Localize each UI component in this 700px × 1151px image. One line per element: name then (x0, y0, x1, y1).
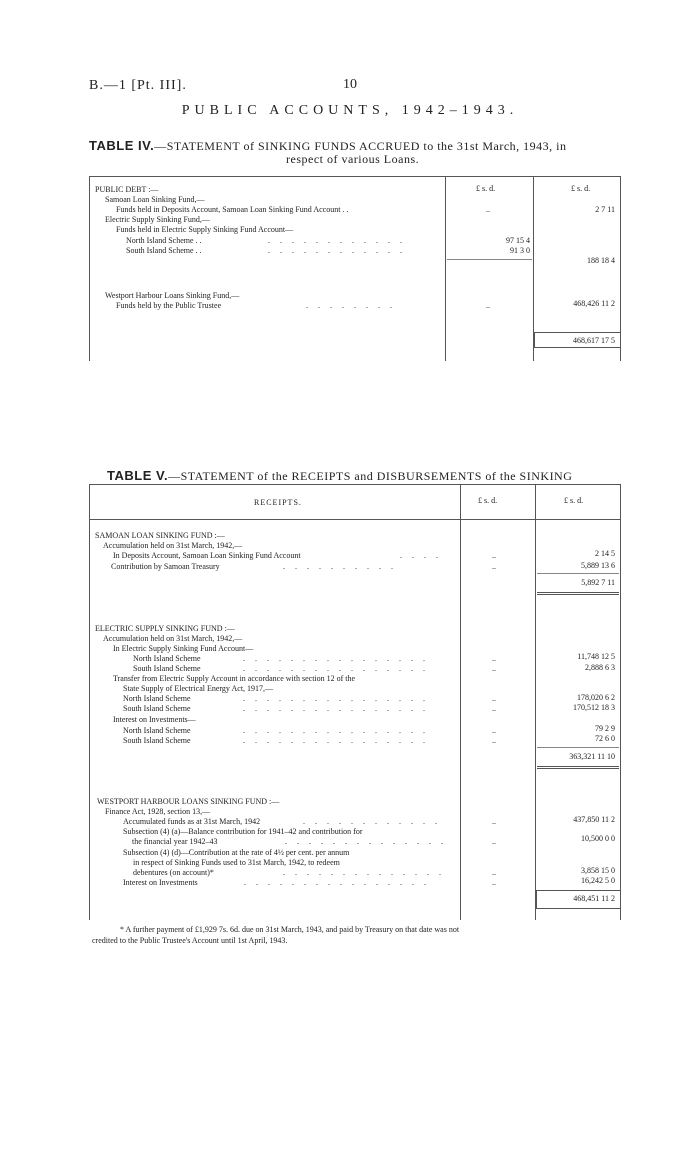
electric-transfer1: Transfer from Electric Supply Account in accordance with section 12 of the (113, 674, 356, 683)
table4-samoan-c2: 2 7 11 (595, 205, 615, 214)
samoan-contribution: Contribution by Samoan Treasury (111, 562, 220, 571)
table5-head-rule (89, 519, 621, 520)
electric-south2-c1: .. (492, 704, 496, 713)
electric-heading: ELECTRIC SUPPLY SINKING FUND :— (95, 624, 235, 633)
westport-sub4d-c1: .. (492, 868, 496, 877)
table4-south-c1: 91 3 0 (510, 246, 530, 255)
electric-north3-c2: 79 2 9 (595, 724, 615, 733)
electric-south3-c2: 72 6 0 (595, 734, 615, 743)
westport-sub4a-c2: 10,500 0 0 (581, 834, 615, 843)
electric-north3: North Island Scheme (123, 726, 191, 735)
electric-north1-c1: .. (492, 654, 496, 663)
table4-sum-rule (447, 259, 532, 260)
electric-in-fund: In Electric Supply Sinking Fund Account— (113, 644, 254, 653)
electric-interest: Interest on Investments— (113, 715, 196, 724)
table5-title (107, 468, 572, 484)
electric-south1-c2: 2,888 6 3 (585, 663, 615, 672)
table4-westport-c1: .. (486, 301, 490, 310)
page-title: PUBLIC ACCOUNTS, 1942–1943. (181, 103, 519, 118)
electric-north3-leader: . . . . . . . . . . . . . . . . (243, 726, 429, 735)
electric-accum: Accumulation held on 31st March, 1942,— (103, 634, 243, 643)
westport-interest-leader: . . . . . . . . . . . . . . . . (244, 878, 430, 887)
electric-north1-c2: 11,748 12 5 (577, 652, 615, 661)
samoan-total: 5,892 7 11 (581, 578, 615, 587)
samoan-deposits-c2: 2 14 5 (595, 549, 615, 558)
samoan-sum-rule (537, 573, 619, 574)
table4-samoan: Samoan Loan Sinking Fund,— (105, 195, 205, 204)
electric-north2-c1: .. (492, 694, 496, 703)
samoan-accum: Accumulation held on 31st March, 1942,— (103, 541, 243, 550)
westport-interest: Interest on Investments (123, 878, 198, 887)
table5-receipts-head: RECEIPTS. (254, 498, 302, 507)
table5-top-rule (89, 484, 621, 485)
table4-title-line2: respect of various Loans. (286, 152, 420, 166)
table4-col1-rule (445, 176, 446, 361)
samoan-deposits: In Deposits Account, Samoan Loan Sinking Fund Account (113, 551, 301, 560)
table5-col1-head: £ s. d. (478, 496, 498, 505)
westport-heading: WESTPORT HARBOUR LOANS SINKING FUND :— (97, 797, 280, 806)
westport-sub4a-line2: the financial year 1942–43 (132, 837, 218, 846)
westport-sub4d-c2: 3,858 15 0 (581, 866, 615, 875)
table4-south-leader: . . . . . . . . . . . . (268, 246, 406, 255)
table4-samoan-funds: Funds held in Deposits Account, Samoan Loan Sinking Fund Account . . (116, 205, 349, 214)
table4-electric: Electric Supply Sinking Fund,— (105, 215, 210, 224)
samoan-heading: SAMOAN LOAN SINKING FUND :— (95, 531, 225, 540)
electric-north2-leader: . . . . . . . . . . . . . . . . (243, 694, 429, 703)
table4-top-rule (89, 176, 621, 177)
table4-north-c1: 97 15 4 (506, 236, 530, 245)
footnote-line2: credited to the Public Trustee's Account until 1st April, 1943. (92, 936, 288, 945)
table5-col2-rule (535, 484, 536, 920)
table5-right-rule (620, 484, 621, 920)
samoan-contribution-c1: .. (492, 562, 496, 571)
westport-sub4a-leader: . . . . . . . . . . . . . . (285, 837, 447, 846)
electric-south2-c2: 170,512 18 3 (573, 703, 615, 712)
electric-north2: North Island Scheme (123, 694, 191, 703)
electric-south3: South Island Scheme (123, 736, 191, 745)
electric-north1-leader: . . . . . . . . . . . . . . . . (243, 654, 429, 663)
table4-westport-c2: 468,426 11 2 (573, 299, 615, 308)
table5-label: TABLE V. (107, 468, 169, 483)
samoan-contribution-leader: . . . . . . . . . . (283, 562, 397, 571)
westport-accumulated-c2: 437,850 11 2 (573, 815, 615, 824)
table5-title-text: —STATEMENT of the RECEIPTS and DISBURSEMENTS of the SINKING (168, 469, 573, 483)
samoan-deposits-c1: .. (492, 551, 496, 560)
electric-transfer2: State Supply of Electrical Energy Act, 1917,— (123, 684, 274, 693)
westport-accumulated: Accumulated funds as at 31st March, 1942 (123, 817, 261, 826)
table4-south: South Island Scheme . . (126, 246, 202, 255)
samoan-total-rule (537, 592, 619, 595)
page-number: 10 (343, 77, 357, 92)
westport-sub4d-line2: in respect of Sinking Funds used to 31st March, 1942, to redeem (133, 858, 340, 867)
electric-south1-leader: . . . . . . . . . . . . . . . . (243, 664, 429, 673)
footnote-line1: * A further payment of £1,929 7s. 6d. due on 31st March, 1943, and paid by Treasury on that date was not (120, 925, 460, 934)
electric-total-rule (537, 766, 619, 769)
westport-total: 468,451 11 2 (573, 894, 615, 903)
table4-electric-total: 188 18 4 (587, 256, 615, 265)
table4-title-text: —STATEMENT of SINKING FUNDS ACCRUED to the 31st March, 1943, in (154, 139, 567, 153)
table4-north-leader: . . . . . . . . . . . . (268, 236, 406, 245)
table4-westport: Westport Harbour Loans Sinking Fund,— (105, 291, 240, 300)
samoan-contribution-c2: 5,889 13 6 (581, 561, 615, 570)
electric-south2-leader: . . . . . . . . . . . . . . . . (243, 704, 429, 713)
table4-westport-funds: Funds held by the Public Trustee (116, 301, 222, 310)
table4-left-rule (89, 176, 90, 361)
westport-accumulated-c1: .. (492, 817, 496, 826)
westport-accumulated-leader: . . . . . . . . . . . . (303, 817, 441, 826)
westport-interest-c1: .. (492, 878, 496, 887)
westport-sub4d-line1: Subsection (4) (d)—Contribution at the rate of 4½ per cent. per annum (123, 848, 350, 857)
table4-grand-total: 468,617 17 5 (573, 336, 615, 345)
table4-westport-leader: . . . . . . . . (306, 301, 396, 310)
table5-left-rule (89, 484, 90, 920)
table4-north: North Island Scheme . . (126, 236, 202, 245)
westport-sub4a-line1: Subsection (4) (a)—Balance contribution for 1941–42 and contribution for (123, 827, 363, 836)
table4-public-debt: PUBLIC DEBT :— (95, 185, 159, 194)
electric-north1: North Island Scheme (133, 654, 201, 663)
table4-label: TABLE IV. (89, 138, 155, 153)
document-reference: B.—1 [Pt. III]. (89, 78, 187, 93)
westport-act: Finance Act, 1928, section 13,— (105, 807, 211, 816)
table5-col1-rule (460, 484, 461, 920)
electric-south3-leader: . . . . . . . . . . . . . . . . (243, 736, 429, 745)
westport-interest-c2: 16,242 5 0 (581, 876, 615, 885)
electric-north2-c2: 178,020 6 2 (577, 693, 615, 702)
table4-col2-head: £ s. d. (571, 184, 591, 193)
electric-sum-rule (537, 747, 619, 748)
table4-samoan-c1: .. (486, 205, 490, 214)
electric-south1-c1: .. (492, 664, 496, 673)
table5-col2-head: £ s. d. (564, 496, 584, 505)
table4-electric-funds: Funds held in Electric Supply Sinking Fund Account— (116, 225, 294, 234)
electric-south3-c1: .. (492, 736, 496, 745)
electric-south1: South Island Scheme (133, 664, 201, 673)
westport-sub4d-leader: . . . . . . . . . . . . . . (283, 868, 445, 877)
westport-sub4d-line3: debentures (on account)* (133, 868, 214, 877)
samoan-deposits-leader: . . . . (400, 551, 442, 560)
electric-total: 363,321 11 10 (569, 752, 615, 761)
electric-south2: South Island Scheme (123, 704, 191, 713)
westport-sub4a-c1: .. (492, 837, 496, 846)
table4-col1-head: £ s. d. (476, 184, 496, 193)
electric-north3-c1: .. (492, 726, 496, 735)
